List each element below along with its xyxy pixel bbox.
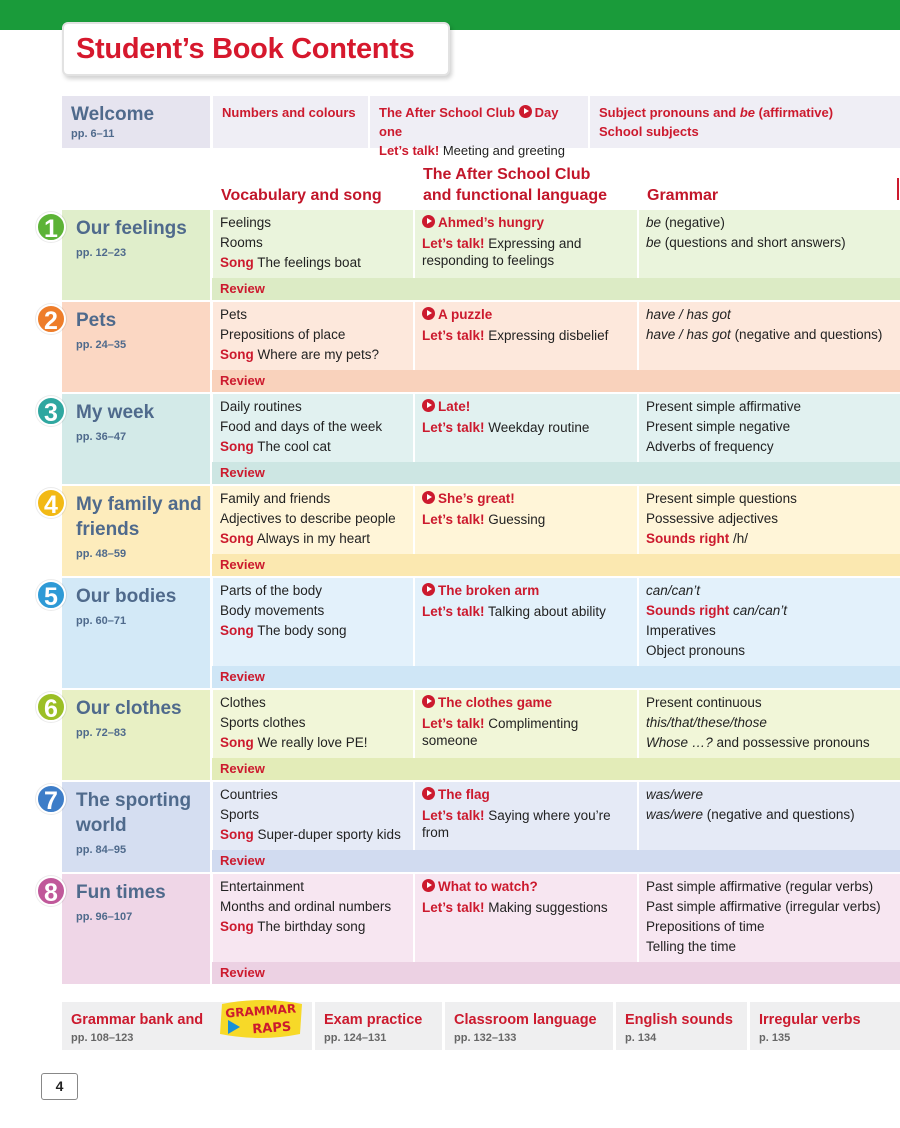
vocab-item: Rooms [220,235,263,250]
song-title: Where are my pets? [253,347,380,362]
unit-label-8[interactable] [44,874,210,984]
unit-name: My week [76,402,155,423]
play-icon[interactable] [422,215,435,228]
grammar-line: Past simple affirmative (irregular verbs) [646,899,881,914]
episode-title: The clothes game [438,695,553,710]
unit-club-cell [415,874,637,962]
bottom-pages: pp. 108–123 [71,1032,134,1044]
unit-pages: pp. 24–35 [76,339,127,351]
song-title: The body song [253,623,347,638]
review-link[interactable]: Review [212,666,900,688]
vocab-item: Adjectives to describe people [220,511,396,526]
unit-name: Our clothes [76,698,182,719]
lets-talk-label: Let’s talk! [422,900,485,915]
grammar-line: have / has got [646,307,731,322]
grammar-line: Prepositions of time [646,919,765,934]
unit-name: Pets [76,310,117,331]
review-link[interactable]: Review [212,462,900,484]
unit-grammar-cell [639,302,900,370]
talk-text: Guessing [484,512,546,527]
unit-club-cell [415,302,637,370]
unit-vocab-cell [213,690,413,758]
unit-grammar-cell [639,578,900,666]
header-club-line2: and functional language [423,187,608,204]
grammar-line: have / has got [646,327,731,342]
page-number: 4 [41,1073,78,1100]
unit-vocab-cell [213,874,413,962]
grammar-line: Whose …? [646,735,713,750]
lets-talk-label: Let’s talk! [422,420,485,435]
vocab-item: Clothes [220,695,266,710]
unit-pages: pp. 60–71 [76,615,127,627]
play-icon[interactable] [422,307,435,320]
grammar-line: was/were [646,787,704,802]
bottom-english-sounds[interactable] [616,1002,747,1050]
unit-pages: pp. 96–107 [76,911,133,923]
welcome-label [62,96,210,148]
grammar-line: /h/ [729,531,749,546]
bottom-title: Irregular verbs [759,1012,861,1028]
grammar-line: and possessive pronouns [712,735,870,750]
grammar-line: Past simple affirmative (regular verbs) [646,879,874,894]
vocab-item: Family and friends [220,491,331,506]
welcome-club-name: The After School Club [379,105,516,120]
lets-talk-label: Let’s talk! [422,512,485,527]
song-label: Song [220,623,254,638]
vocab-item: Months and ordinal numbers [220,899,392,914]
unit-grammar-cell [639,210,900,278]
unit-club-cell [415,578,637,666]
grammar-line: be [646,215,662,230]
unit-number-badge: 7 [36,784,66,814]
talk-text: Expressing disbelief [484,328,609,343]
header-vocab: Vocabulary and song [221,187,382,204]
talk-text: Complimenting someone [422,716,579,748]
unit-vocab-cell [213,210,413,278]
vocab-item: Parts of the body [220,583,323,598]
page-title: Student’s Book Contents [76,33,415,65]
review-link[interactable]: Review [212,554,900,576]
unit-grammar-cell [639,486,900,554]
unit-label-5[interactable] [44,578,210,688]
unit-grammar-cell [639,690,900,758]
song-title: We really love PE! [253,735,368,750]
unit-club-cell [415,486,637,554]
song-label: Song [220,439,254,454]
bottom-exam-practice[interactable] [315,1002,442,1050]
grammar-line: (negative and questions) [703,807,855,822]
unit-label-1[interactable] [44,210,210,300]
play-icon[interactable] [422,399,435,412]
unit-number-badge: 8 [36,876,66,906]
vocab-item: Daily routines [220,399,302,414]
unit-name: Fun times [76,882,166,903]
vocab-item: Feelings [220,215,272,230]
header-club [423,164,607,206]
bottom-pages: p. 134 [625,1032,657,1044]
grammar-raps-logo [216,998,306,1040]
lets-talk-label: Let’s talk! [422,604,485,619]
episode-title: The broken arm [438,583,540,598]
unit-name: Our bodies [76,586,177,607]
talk-text: Weekday routine [484,420,590,435]
unit-club-cell [415,210,637,278]
song-title: The cool cat [253,439,331,454]
episode-title: Ahmed’s hungry [438,215,545,230]
vocab-item: Prepositions of place [220,327,346,342]
unit-pages: pp. 48–59 [76,548,127,560]
welcome-episode: Day one [379,105,559,139]
unit-pages: pp. 72–83 [76,727,127,739]
bottom-pages: p. 135 [759,1032,791,1044]
lets-talk-label: Let’s talk! [422,328,485,343]
grammar-line: Present simple affirmative [646,399,802,414]
unit-label-7[interactable] [44,782,210,872]
grammar-line: (negative and questions) [730,327,883,342]
title-box [62,22,450,76]
header-grammar: Grammar [647,187,719,204]
grammar-line: (negative) [661,215,725,230]
grammar-line: Imperatives [646,623,716,638]
song-label: Song [220,531,254,546]
play-icon[interactable] [422,695,435,708]
unit-number-badge: 2 [36,304,66,334]
unit-pages: pp. 84–95 [76,844,127,856]
unit-label-2[interactable] [44,302,210,392]
grammar-line: this/that/these/those [646,715,767,730]
song-title: Super-duper sporty kids [253,827,401,842]
vocab-item: Body movements [220,603,325,618]
grammar-line: be [646,235,662,250]
sounds-right-label: Sounds right [646,603,730,618]
vocab-item: Entertainment [220,879,305,894]
unit-club-cell [415,782,637,850]
grammar-line: was/were [646,807,704,822]
episode-title: Late! [438,399,471,414]
unit-club-cell [415,394,637,462]
talk-text: Making suggestions [484,900,608,915]
song-label: Song [220,255,254,270]
vocab-item: Sports [220,807,260,822]
review-link[interactable]: Review [212,758,900,780]
bottom-title: English sounds [625,1012,733,1028]
unit-number-badge: 6 [36,692,66,722]
welcome-vocab: Numbers and colours [222,105,356,120]
welcome-subjects: School subjects [599,124,699,139]
grammar-line: Present simple negative [646,419,791,434]
song-label: Song [220,347,254,362]
bottom-title: Classroom language [454,1012,597,1028]
bottom-classroom-language[interactable] [445,1002,613,1050]
play-icon[interactable] [422,879,435,892]
play-icon[interactable] [422,583,435,596]
welcome-grammar-cell [590,96,900,148]
unit-grammar-cell [639,782,900,850]
welcome-talk: Meeting and greeting [439,143,565,158]
welcome-pages: pp. 6–11 [71,128,115,140]
bottom-pages: pp. 132–133 [454,1032,517,1044]
song-label: Song [220,827,254,842]
unit-vocab-cell [213,782,413,850]
bottom-title: Exam practice [324,1012,423,1028]
grammar-line: can/can’t [729,603,788,618]
song-label: Song [220,919,254,934]
bottom-irregular-verbs[interactable] [750,1002,900,1050]
header-marker [897,178,899,200]
unit-grammar-cell [639,394,900,462]
talk-text: Expressing and responding to feelings [422,236,582,268]
unit-vocab-cell [213,394,413,462]
welcome-club-cell [370,96,588,158]
review-link[interactable]: Review [212,370,900,392]
unit-name: My family and friends [76,494,202,540]
unit-club-cell [415,690,637,758]
unit-pages: pp. 12–23 [76,247,127,259]
svg-text:RAPS: RAPS [251,1019,292,1038]
grammar-line: (questions and short answers) [661,235,846,250]
unit-name: Our feelings [76,218,187,239]
grammar-line: Adverbs of frequency [646,439,774,454]
unit-name: The sporting world [76,790,192,836]
unit-vocab-cell [213,578,413,666]
vocab-item: Countries [220,787,278,802]
grammar-line: Telling the time [646,939,737,954]
unit-pages: pp. 36–47 [76,431,127,443]
welcome-vocab-cell [213,96,368,148]
unit-vocab-cell [213,302,413,370]
header-club-line1: The After School Club [423,166,591,183]
vocab-item: Food and days of the week [220,419,383,434]
unit-label-4[interactable] [44,486,210,576]
welcome-title: Welcome [71,104,155,125]
review-link[interactable]: Review [212,278,900,300]
play-icon[interactable] [422,491,435,504]
sounds-right-label: Sounds right [646,531,730,546]
episode-title: She’s great! [438,491,515,506]
svg-text:GRAMMAR: GRAMMAR [224,1001,297,1021]
play-icon[interactable] [519,105,532,118]
grammar-line: Possessive adjectives [646,511,779,526]
unit-number-badge: 1 [36,212,66,242]
review-link[interactable]: Review [212,962,900,984]
unit-label-3[interactable] [44,394,210,484]
song-title: The birthday song [253,919,366,934]
talk-text: Talking about ability [484,604,606,619]
unit-label-6[interactable] [44,690,210,780]
unit-grammar-cell [639,874,900,962]
song-title: Always in my heart [253,531,371,546]
vocab-item: Sports clothes [220,715,306,730]
unit-number-badge: 4 [36,488,66,518]
lets-talk-label: Let’s talk! [422,716,485,731]
grammar-line: Object pronouns [646,643,746,658]
welcome-grammar-be: be [739,105,756,120]
episode-title: A puzzle [438,307,493,322]
episode-title: What to watch? [438,879,538,894]
lets-talk-label: Let’s talk! [379,143,440,158]
review-link[interactable]: Review [212,850,900,872]
bottom-title: Grammar bank and [71,1012,204,1028]
unit-number-badge: 5 [36,580,66,610]
song-label: Song [220,735,254,750]
play-icon[interactable] [422,787,435,800]
unit-vocab-cell [213,486,413,554]
unit-number-badge: 3 [36,396,66,426]
grammar-line: Present continuous [646,695,762,710]
bottom-pages: pp. 124–131 [324,1032,387,1044]
talk-text: Saying where you’re from [422,808,611,840]
grammar-line: Present simple questions [646,491,797,506]
welcome-grammar-c: (affirmative) [755,105,834,120]
episode-title: The flag [438,787,490,802]
lets-talk-label: Let’s talk! [422,236,485,251]
vocab-item: Pets [220,307,248,322]
lets-talk-label: Let’s talk! [422,808,485,823]
grammar-line: can/can’t [646,583,701,598]
song-title: The feelings boat [253,255,361,270]
welcome-grammar-a: Subject pronouns and [599,105,740,120]
